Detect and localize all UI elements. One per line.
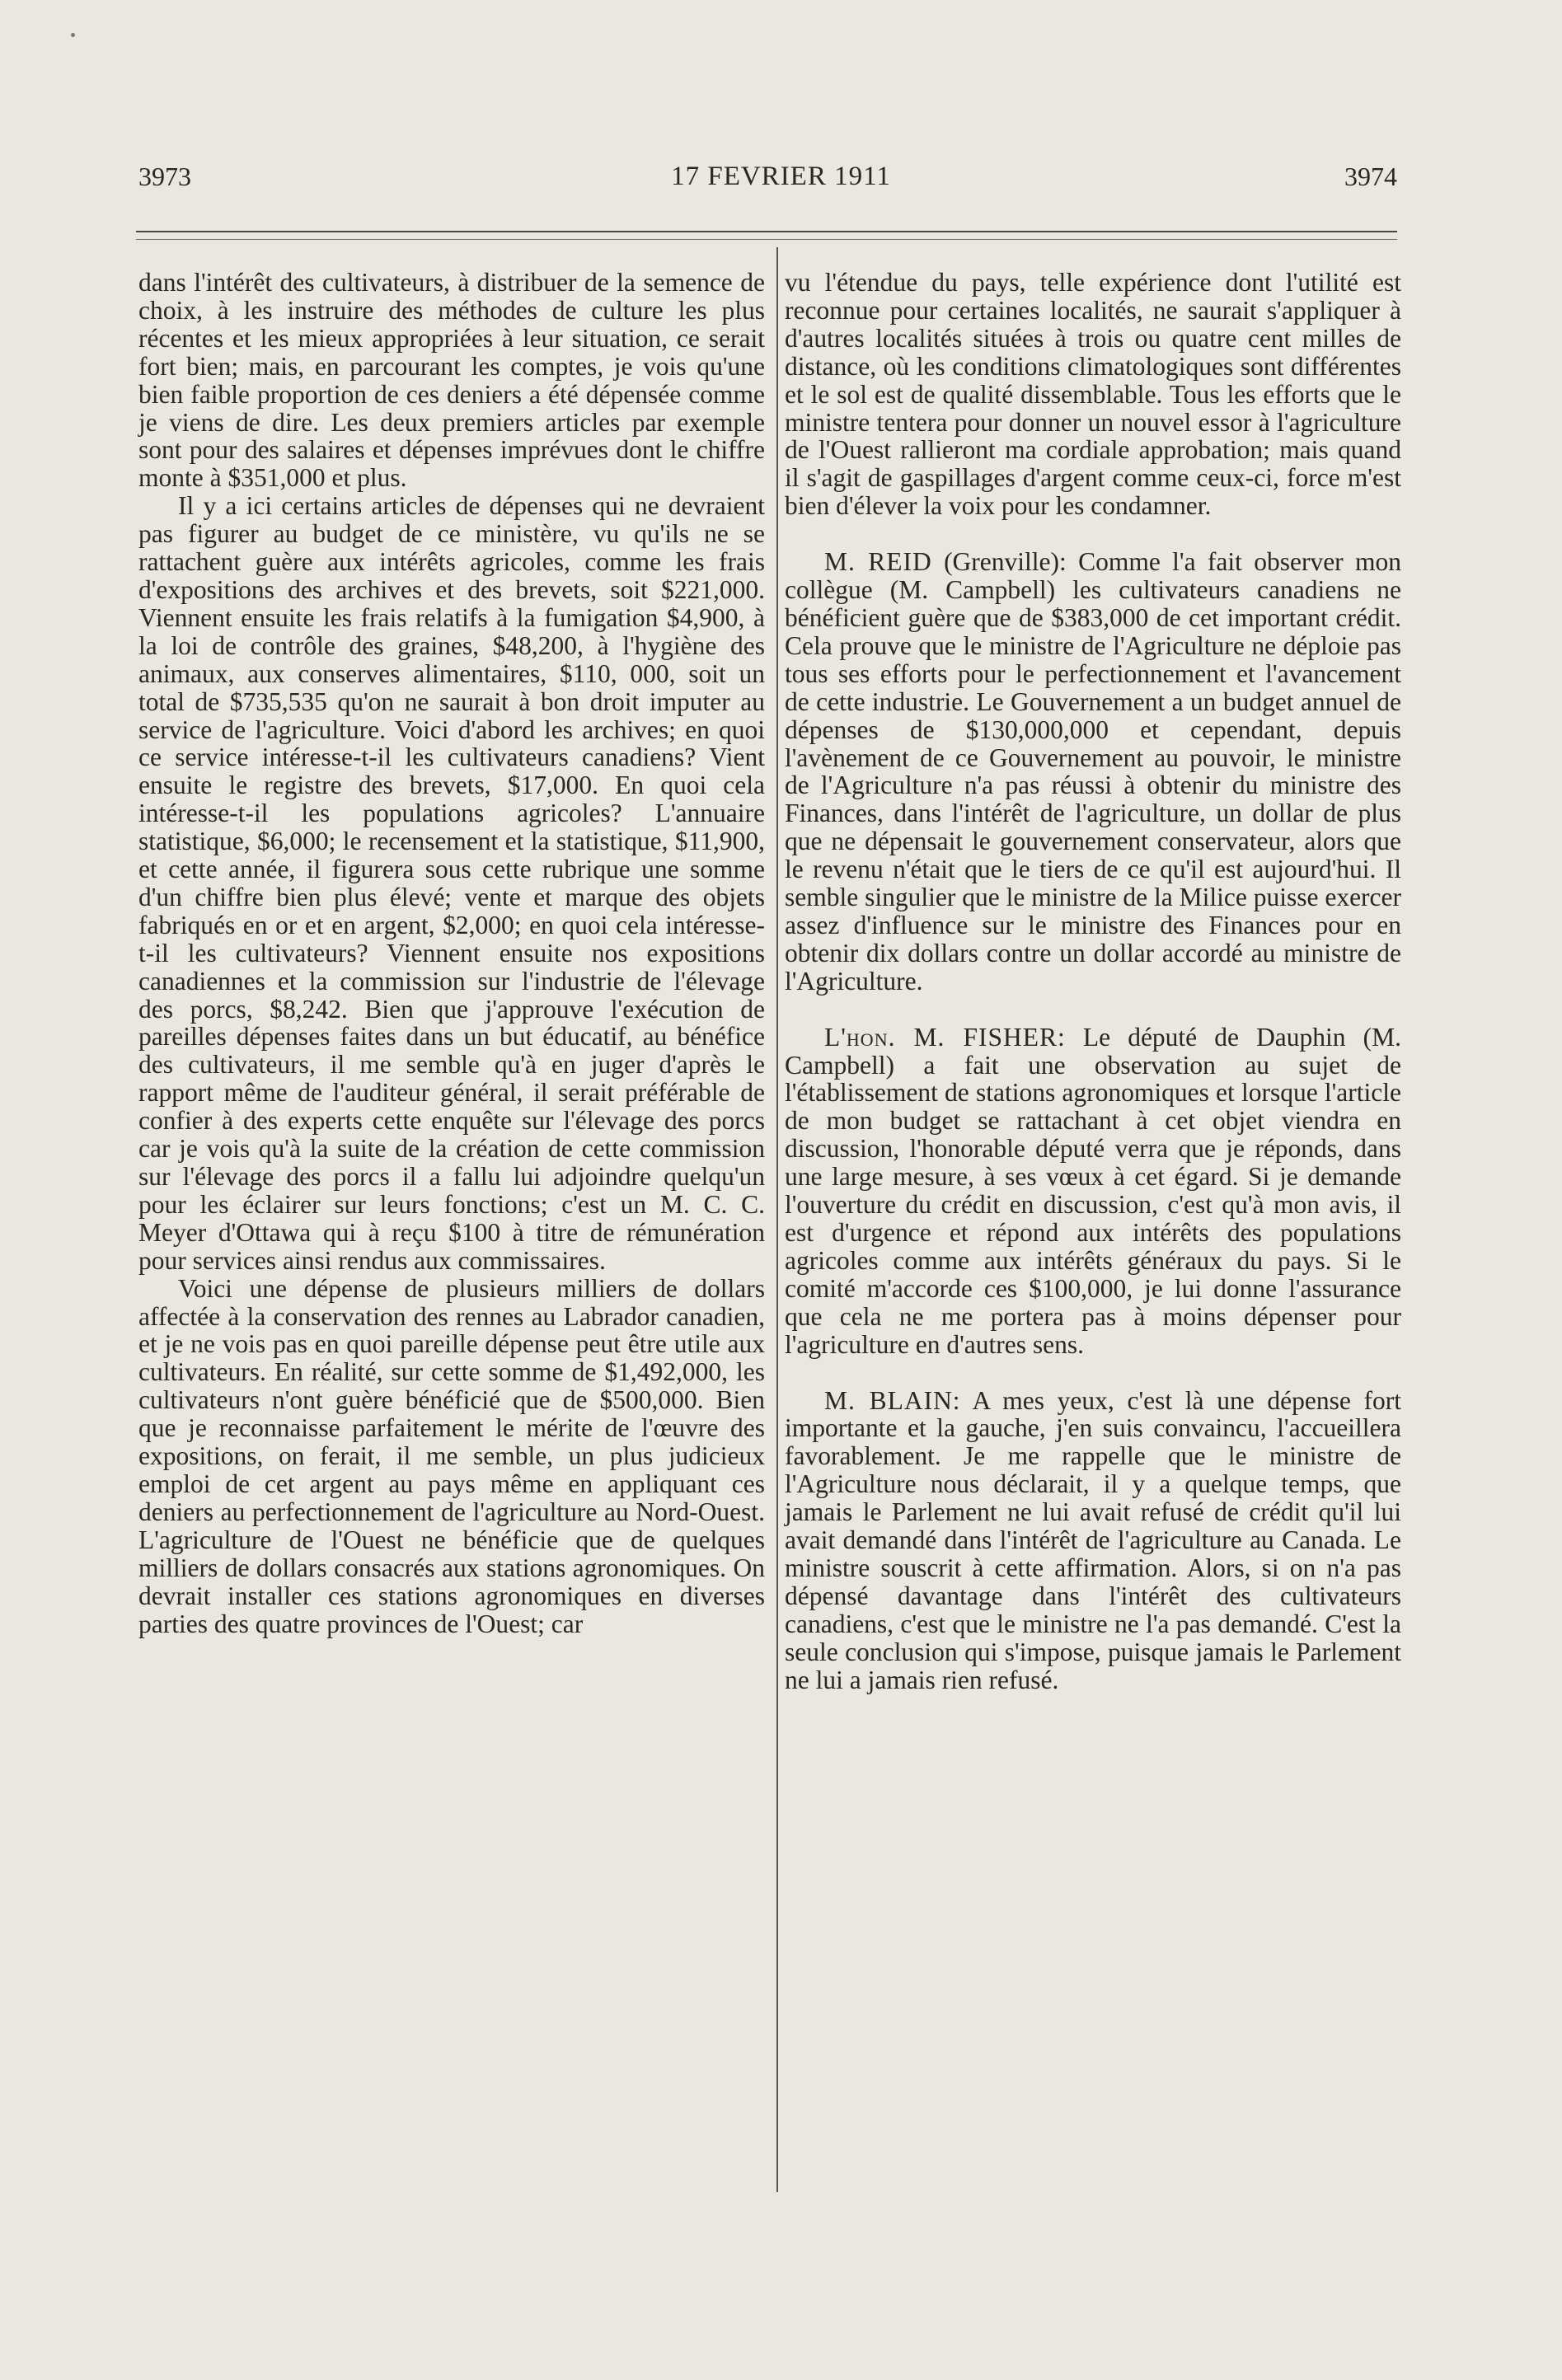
paragraph: vu l'étendue du pays, telle expérience dont l'utilité est reconnue pour certaines localités, ne saurait s'appliquer à d'autres localités situées à trois ou quatre cent milles de distance, où les conditions climatologiques sont différentes et le sol est de qualité dissemblable. Tous les efforts que le ministre tentera pour donner un nouvel essor à l'agriculture de l'Ouest rallieront ma cordiale approbation; mais quand il s'agit de gaspillages d'argent comme ceux-ci, force m'est bien d'élever la voix pour les condamner. — [785, 268, 1401, 521]
page-header — [0, 162, 1562, 211]
header-rule-thin — [136, 239, 1397, 240]
header-rule-thick — [136, 231, 1397, 232]
speech-text: A mes yeux, c'est là une dépense fort importante et la gauche, j'en suis convaincu, l'accueillera favorablement. Je me rappelle que le ministre de l'Agriculture nous déclarait, il y a quelque temps, que jamais le Parlement ne lui avait refusé de crédit qu'il lui avait demandé dans l'intérêt de l'agriculture au Canada. Le ministre souscrit à cette affirmation. Alors, si on n'a pas dépensé davantage dans l'intérêt des cultivateurs canadiens, c'est que le ministre ne l'a pas demandé. C'est la seule conclusion qui s'impose, puisque jamais le Parlement ne lui a jamais rien refusé. — [785, 1385, 1402, 1694]
speech-text: Le député de Dauphin (M. Campbell) a fait une observation au sujet de l'établissement de stations agronomiques et lorsque l'article de mon budget se rattachant à cet objet viendra en discussion, l'honorable député verra que je réponds, dans une large mesure, à ses vœux à cet égard. Si je demande l'ouverture du crédit en discussion, c'est qu'à mon avis, il est d'urgence et répond aux intérêts des populations agricoles comme aux intérêts généraux du pays. Si le comité m'accorde ces $100,000, je lui donne l'assurance que cela ne me portera pas à moins dépenser pour l'agriculture en d'autres sens. — [785, 1022, 1402, 1359]
left-column — [138, 269, 765, 1637]
paragraph: Voici une dépense de plusieurs milliers de dollars affectée à la conservation des rennes au Labrador canadien, et je ne vois pas en quoi pareille dépense peut être utile aux cultivateurs. En réalité, sur cette somme de $1,492,000, les cultivateurs n'ont guère bénéficié que de $500,000. Bien que je reconnaisse parfaitement le mérite de l'œuvre des expositions, on ferait, il me semble, un plus judicieux emploi de cet argent au pays même en appliquant ces deniers au perfectionnement de l'agriculture au Nord-Ouest. L'agriculture de l'Ouest ne bénéficie que de quelques milliers de dollars consacrés aux stations agronomiques. On devrait installer ces stations agronomiques en diverses parties des quatre provinces de l'Ouest; car — [138, 1273, 765, 1638]
column-divider — [776, 247, 778, 2192]
speech-fisher — [785, 1024, 1401, 1359]
paragraph: Il y a ici certains articles de dépenses qui ne devraient pas figurer au budget de ce ministère, vu qu'ils ne se rattachent guère aux intérêts agricoles, comme les frais d'expositions des archives et des brevets, soit $221,000. Viennent ensuite les frais relatifs à la fumigation $4,900, à la loi de contrôle des graines, $48,200, à l'hygiène des animaux, aux conserves alimentaires, $110, 000, soit un total de $735,535 qu'on ne saurait à bon droit imputer au service de l'agriculture. Voici d'abord les archives; en quoi ce service intéresse-t-il les cultivateurs canadiens? Vient ensuite le registre des brevets, $17,000. En quoi cela intéresse-t-il les populations agricoles? L'annuaire statistique, $6,000; le recensement et la statistique, $11,900, et cette année, il figurera sous cette rubrique une somme d'un chiffre bien plus élevé; vente et marque des objets fabriqués en or et en argent, $2,000; en quoi cela intéresse-t-il les cultivateurs? Viennent ensuite nos expositions canadiennes et la commission sur l'industrie de l'élevage des porcs, $8,242. Bien que j'approuve l'exécution de pareilles dépenses faites dans un but éducatif, au bénéfice des cultivateurs, il me semble qu'à en juger d'après le rapport même de l'auditeur général, il serait préférable de confier à des experts cette enquête sur l'élevage des porcs car je vois qu'à la suite de la création de cette commission sur l'élevage des porcs il a fallu lui adjoindre quelqu'un pour les éclairer sur leurs fonctions; c'est un M. C. C. Meyer d'Ottawa qui à reçu $100 à titre de rémunération pour services ainsi rendus aux commissaires. — [138, 491, 765, 1275]
speech-text: (Grenville): Comme l'a fait observer mon collègue (M. Campbell) les cultivateurs canadiens ne bénéficient guère que de $383,000 de cet important crédit. Cela prouve que le ministre de l'Agriculture ne déploie pas tous ses efforts pour le perfectionnement et l'avancement de cette industrie. Le Gouvernement a un budget annuel de dépenses de $130,000,000 et cependant, depuis l'avènement de ce Gouvernement au pouvoir, le ministre de l'Agriculture n'a pas réussi à obtenir du ministre des Finances, dans l'intérêt de l'agriculture, un dollar de plus que ne dépensait le gouvernement conservateur, alors que le revenu n'était que le tiers de ce qu'il est aujourd'hui. Il semble singulier que le ministre de la Milice puisse exercer assez d'influence sur le ministre des Finances pour en obtenir dix dollars contre un dollar accordé au ministre de l'Agriculture. — [785, 547, 1402, 996]
page-date: 17 FEVRIER 1911 — [671, 162, 891, 191]
right-column — [785, 269, 1401, 1694]
page-number-left: 3973 — [138, 162, 191, 191]
speech-blain — [785, 1387, 1401, 1694]
page-number-right: 3974 — [1344, 162, 1397, 191]
scan-speck — [71, 33, 75, 37]
speaker-name: M. BLAIN: — [824, 1385, 961, 1415]
speaker-name: M. REID — [824, 547, 932, 577]
speaker-name: L'hon. M. FISHER: — [824, 1022, 1066, 1052]
paragraph: dans l'intérêt des cultivateurs, à distribuer de la semence de choix, à les instruire des méthodes de culture les plus récentes et les mieux appropriées à leur situation, ce serait fort bien; mais, en parcourant les comptes, je vois qu'une bien faible proportion de ces deniers a été dépensée comme je viens de dire. Les deux premiers articles par exemple sont pour des salaires et dépenses imprévues dont le chiffre monte à $351,000 et plus. — [138, 268, 765, 493]
speech-reid — [785, 548, 1401, 996]
